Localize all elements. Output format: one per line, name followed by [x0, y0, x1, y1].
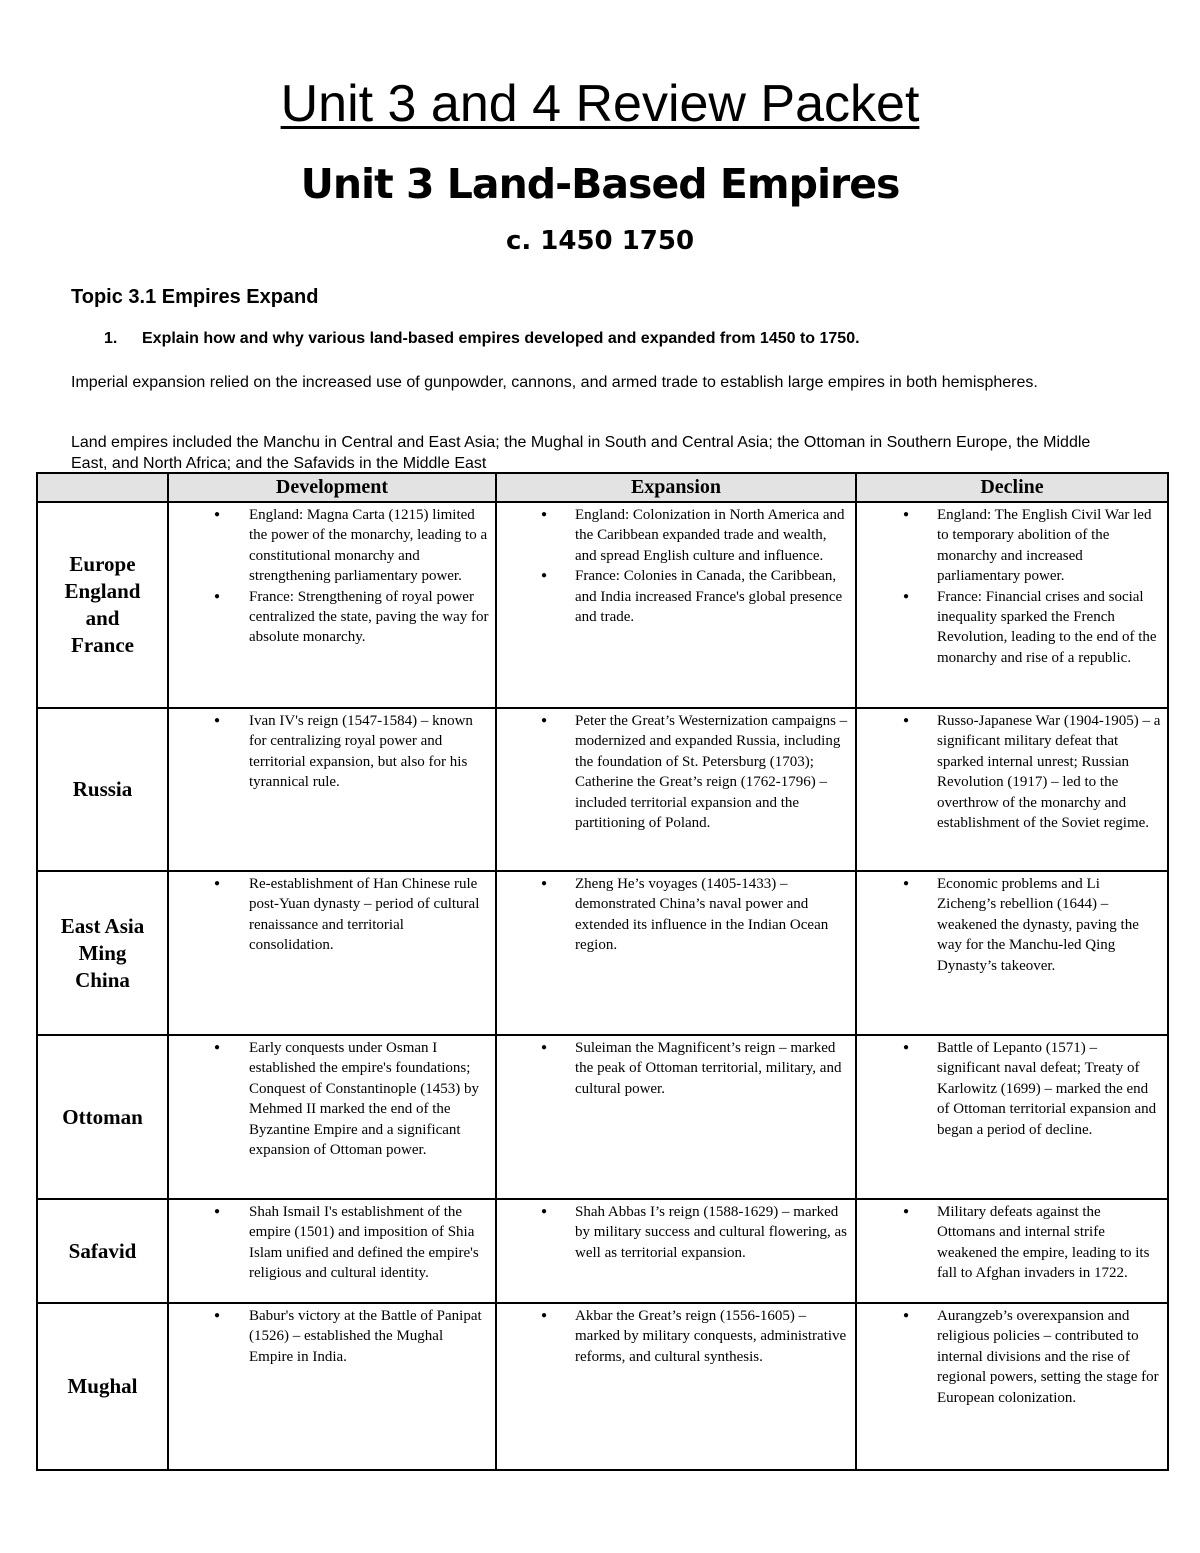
bullet-point: ● Early conquests under Osman I established the empire's foundations; Conquest of Constantinople (1453) by Mehmed II marked the end of the Byzantine Empire and a significant expansion of Ottoman power.: [169, 1038, 489, 1160]
table-header-row: [37, 473, 1168, 502]
bullet-point: ● Military defeats against the Ottomans and internal strife weakened the empire, leading to its fall to Afghan invaders in 1722.: [857, 1202, 1161, 1284]
bullet-point: ● Ivan IV's reign (1547-1584) – known for centralizing royal power and territorial expansion, but also for his tyrannical rule.: [169, 711, 489, 793]
decline-bullet-list: [857, 1304, 1167, 1408]
decline-cell: [856, 1199, 1168, 1303]
region-cell: [37, 1199, 168, 1303]
decline-cell: [856, 708, 1168, 871]
page-title: Unit 3 and 4 Review Packet: [280, 75, 920, 133]
column-header-decline: Decline: [856, 473, 1168, 502]
bullet-point: ● Shah Abbas I’s reign (1588-1629) – marked by military success and cultural flowering, as well as territorial expansion.: [497, 1202, 849, 1263]
decline-bullet-list: [857, 872, 1167, 976]
expansion-bullet-list: [497, 872, 855, 956]
bullet-point: ● France: Strengthening of royal power centralized the state, paving the way for absolute monarchy.: [169, 587, 489, 648]
question-number: 1.: [104, 330, 118, 347]
region-label: East Asia: [60, 913, 145, 938]
table-row: [37, 708, 1168, 871]
region-cell: [37, 708, 168, 871]
bullet-point: ● Aurangzeb’s overexpansion and religious policies – contributed to internal divisions and the rise of regional powers, setting the stage for European colonization.: [857, 1306, 1161, 1408]
decline-bullet-list: [857, 1200, 1167, 1284]
bullet-point: ● Russo-Japanese War (1904-1905) – a significant military defeat that sparked internal unrest; Russian Revolution (1917) – led to the overthrow of the monarchy and establishment of the Soviet regime.: [857, 711, 1161, 833]
expansion-bullet-list: [497, 1036, 855, 1099]
expansion-cell: [496, 1303, 856, 1470]
bullet-point: ● Akbar the Great’s reign (1556-1605) – marked by military conquests, administrative reforms, and cultural synthesis.: [497, 1306, 849, 1367]
table-body: [37, 502, 1168, 1470]
development-cell: [168, 708, 496, 871]
region-label: Mughal: [67, 1374, 138, 1398]
bullet-point: ● England: Colonization in North America and the Caribbean expanded trade and wealth, and spread English culture and influence.: [497, 505, 849, 566]
bullet-point: ● Peter the Great’s Westernization campaigns – modernized and expanded Russia, including the foundation of St. Petersburg (1703); Catherine the Great’s reign (1762-1796) – included territorial expansion and the partitioning of Poland.: [497, 711, 849, 833]
bullet-point: ● England: The English Civil War led to temporary abolition of the monarchy and increased parliamentary power.: [857, 505, 1161, 587]
development-cell: [168, 1035, 496, 1199]
table-row: [37, 871, 1168, 1035]
region-label: Ottoman: [62, 1104, 143, 1129]
table-row: [37, 1303, 1168, 1470]
decline-cell: [856, 1303, 1168, 1470]
bullet-point: ● France: Financial crises and social inequality sparked the French Revolution, leading to the end of the monarchy and rise of a republic.: [857, 587, 1161, 669]
expansion-cell: [496, 1199, 856, 1303]
expansion-cell: [496, 871, 856, 1035]
development-bullet-list: [169, 872, 495, 956]
expansion-cell: [496, 708, 856, 871]
bullet-point: ● Suleiman the Magnificent’s reign – marked the peak of Ottoman territorial, military, and cultural power.: [497, 1038, 849, 1099]
expansion-cell: [496, 1035, 856, 1199]
expansion-bullet-list: [497, 1304, 855, 1367]
expansion-bullet-list: [497, 709, 855, 833]
question-text: Explain how and why various land-based empires developed and expanded from 1450 to 1750.: [142, 330, 860, 347]
bullet-point: ● Economic problems and Li Zicheng’s rebellion (1644) – weakened the dynasty, paving the way for the Manchu-led Qing Dynasty’s takeover.: [857, 874, 1161, 976]
bullet-point: ● France: Colonies in Canada, the Caribbean, and India increased France's global presence and trade.: [497, 566, 849, 627]
column-header: [37, 473, 168, 502]
review-question: [104, 330, 860, 348]
region-cell: [37, 502, 168, 708]
development-bullet-list: [169, 503, 495, 648]
empires-table: [36, 472, 1169, 1471]
region-cell: [37, 1303, 168, 1470]
topic-heading: Topic 3.1 Empires Expand: [71, 286, 319, 308]
intro-paragraph: Land empires included the Manchu in Central and East Asia; the Mughal in South and Central Asia; the Ottoman in Southern Europe, the Middle East, and North Africa; and the Safavids in the Middle East: [71, 434, 1091, 472]
expansion-cell: [496, 502, 856, 708]
column-header-expansion: Expansion: [496, 473, 856, 502]
region-label: Safavid: [68, 1238, 137, 1263]
bullet-point: ● Zheng He’s voyages (1405-1433) – demonstrated China’s naval power and extended its influence in the Indian Ocean region.: [497, 874, 849, 956]
bullet-point: ● Shah Ismail I's establishment of the empire (1501) and imposition of Shia Islam unified and defined the empire's religious and cultural identity.: [169, 1202, 489, 1284]
decline-bullet-list: [857, 503, 1167, 668]
region-label: Europe: [69, 552, 136, 576]
decline-bullet-list: [857, 709, 1167, 833]
bullet-point: ● Re-establishment of Han Chinese rule post-Yuan dynasty – period of cultural renaissance and territorial consolidation.: [169, 874, 489, 956]
region-label: England: [64, 579, 141, 603]
decline-bullet-list: [857, 1036, 1167, 1140]
development-cell: [168, 1303, 496, 1470]
bullet-point: ● England: Magna Carta (1215) limited the power of the monarchy, leading to a constitutional monarchy and strengthening parliamentary power.: [169, 505, 489, 587]
column-header-development: Development: [168, 473, 496, 502]
decline-cell: [856, 502, 1168, 708]
bullet-point: ● Battle of Lepanto (1571) – significant naval defeat; Treaty of Karlowitz (1699) – marked the end of Ottoman territorial expansion and began a period of decline.: [857, 1038, 1161, 1140]
expansion-bullet-list: [497, 503, 855, 627]
decline-cell: [856, 1035, 1168, 1199]
table-row: [37, 502, 1168, 708]
bullet-point: ● Babur's victory at the Battle of Panipat (1526) – established the Mughal Empire in India.: [169, 1306, 489, 1367]
unit-title: Unit 3 Land-Based Empires: [300, 160, 900, 208]
region-cell: [37, 1035, 168, 1199]
decline-cell: [856, 871, 1168, 1035]
region-label: Russia: [72, 777, 133, 801]
region-label: Ming: [78, 940, 127, 965]
development-bullet-list: [169, 1036, 495, 1160]
development-cell: [168, 502, 496, 708]
development-bullet-list: [169, 1304, 495, 1367]
intro-paragraph: Imperial expansion relied on the increased use of gunpowder, cannons, and armed trade to establish large empires in both hemispheres.: [71, 374, 1038, 391]
table-row: [37, 1199, 1168, 1303]
development-bullet-list: [169, 1200, 495, 1284]
region-label: France: [71, 633, 134, 657]
development-bullet-list: [169, 709, 495, 793]
development-cell: [168, 871, 496, 1035]
expansion-bullet-list: [497, 1200, 855, 1263]
table-row: [37, 1035, 1168, 1199]
development-cell: [168, 1199, 496, 1303]
region-label: China: [75, 967, 130, 992]
region-label: and: [85, 606, 120, 630]
region-cell: [37, 871, 168, 1035]
period-subtitle: c. 1450 1750: [505, 226, 695, 256]
